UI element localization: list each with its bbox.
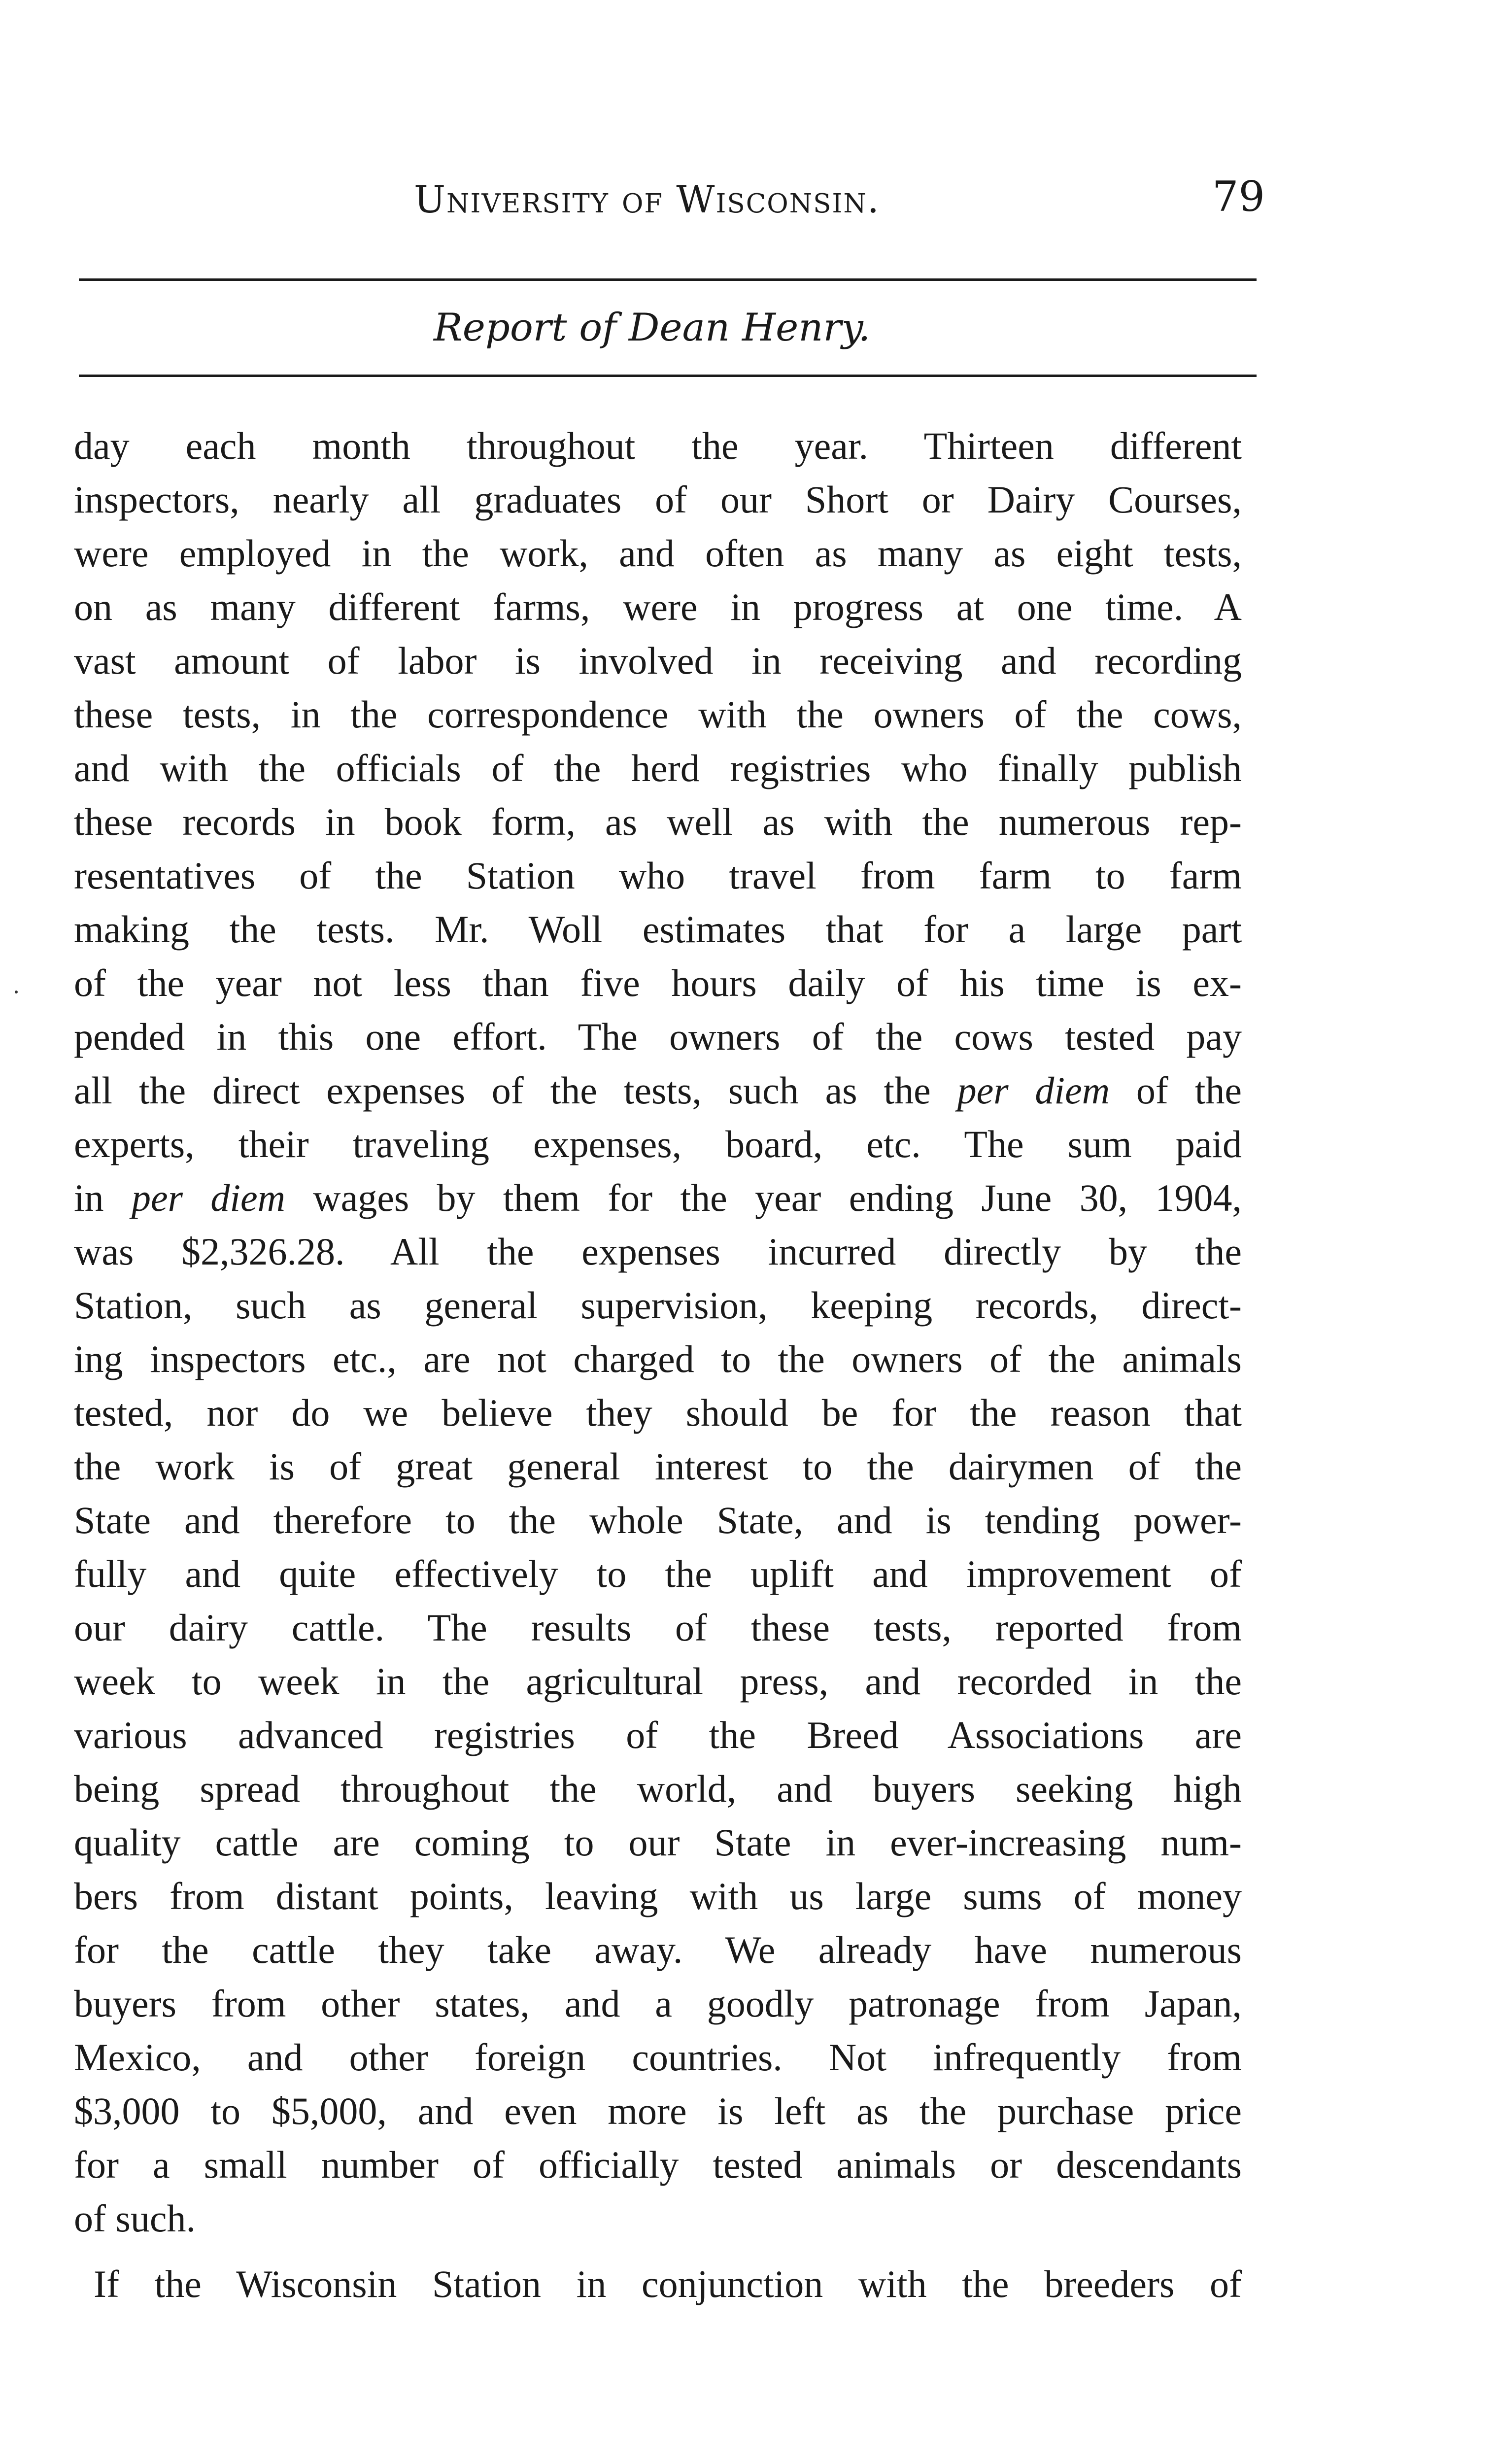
text-line: experts, their traveling expenses, board, etc. The sum paid xyxy=(74,1123,1242,1165)
text-line: quality cattle are coming to our State in ever-increasing num- xyxy=(74,1821,1242,1864)
text-line: were employed in the work, and often as many as eight tests, xyxy=(74,532,1242,575)
text-line: being spread throughout the world, and buyers seeking high xyxy=(74,1767,1242,1810)
text-segment: all the direct expenses of the tests, such as the xyxy=(74,1069,957,1112)
text-line-with-italic xyxy=(74,1171,1242,1225)
text-line: Station, such as general supervision, keeping records, direct- xyxy=(74,1284,1242,1327)
text-line: State and therefore to the whole State, and is tending power- xyxy=(74,1499,1242,1541)
text-line: the work is of great general interest to the dairymen of the xyxy=(74,1445,1242,1488)
text-line: $3,000 to $5,000, and even more is left as the purchase price xyxy=(74,2089,1242,2132)
italic-phrase: per diem xyxy=(957,1069,1110,1112)
text-line: fully and quite effectively to the uplift and improvement of xyxy=(74,1552,1242,1595)
text-line: vast amount of labor is involved in receiving and recording xyxy=(74,639,1242,682)
text-line: week to week in the agricultural press, and recorded in the xyxy=(74,1660,1242,1703)
text-line: inspectors, nearly all graduates of our Short or Dairy Courses, xyxy=(74,478,1242,521)
text-line: resentatives of the Station who travel from farm to farm xyxy=(74,854,1242,897)
text-segment: of the xyxy=(1110,1069,1242,1112)
paragraph-gap xyxy=(74,2245,1242,2257)
text-line: of the year not less than five hours daily of his time is ex- xyxy=(74,961,1242,1004)
paragraph-end-line: of such. xyxy=(74,2197,196,2240)
body-text xyxy=(74,419,1242,2311)
text-line: ing inspectors etc., are not charged to the owners of the animals xyxy=(74,1337,1242,1380)
text-segment: in xyxy=(74,1176,132,1219)
text-line: our dairy cattle. The results of these tests, reported from xyxy=(74,1606,1242,1649)
text-line: Mexico, and other foreign countries. Not infrequently from xyxy=(74,2036,1242,2079)
text-line-with-italic xyxy=(74,1063,1242,1117)
margin-speck xyxy=(15,991,18,993)
text-line: pended in this one effort. The owners of the cows tested pay xyxy=(74,1015,1242,1058)
italic-phrase: per diem xyxy=(132,1176,285,1219)
text-segment: wages by them for the year ending June 30, 1904, xyxy=(285,1176,1242,1219)
text-line: and with the officials of the herd registries who finally publish xyxy=(74,747,1242,789)
header-rule-bottom xyxy=(79,375,1257,377)
text-line: tested, nor do we believe they should be for the reason that xyxy=(74,1391,1242,1434)
text-line: these records in book form, as well as with the numerous rep- xyxy=(74,800,1242,843)
page-number: 79 xyxy=(1212,172,1265,221)
text-line: various advanced registries of the Breed Associations are xyxy=(74,1713,1242,1756)
text-line: was $2,326.28. All the expenses incurred directly by the xyxy=(74,1230,1242,1273)
text-line: bers from distant points, leaving with us large sums of money xyxy=(74,1875,1242,1917)
text-line: buyers from other states, and a goodly patronage from Japan, xyxy=(74,1982,1242,2025)
text-line: on as many different farms, were in progress at one time. A xyxy=(74,585,1242,628)
text-line: making the tests. Mr. Woll estimates that for a large part xyxy=(74,908,1242,951)
header-rule-top xyxy=(79,278,1257,281)
section-subhead: Report of Dean Henry. xyxy=(434,306,871,350)
text-line: for a small number of officially tested animals or descendants xyxy=(74,2143,1242,2186)
text-line: for the cattle they take away. We already have numerous xyxy=(74,1928,1242,1971)
running-head: University of Wisconsin. xyxy=(414,177,880,221)
paragraph-start-line: If the Wisconsin Station in conjunction with the breeders of xyxy=(94,2262,1242,2305)
text-line: day each month throughout the year. Thirteen different xyxy=(74,424,1242,467)
text-line: these tests, in the correspondence with the owners of the cows, xyxy=(74,693,1242,736)
